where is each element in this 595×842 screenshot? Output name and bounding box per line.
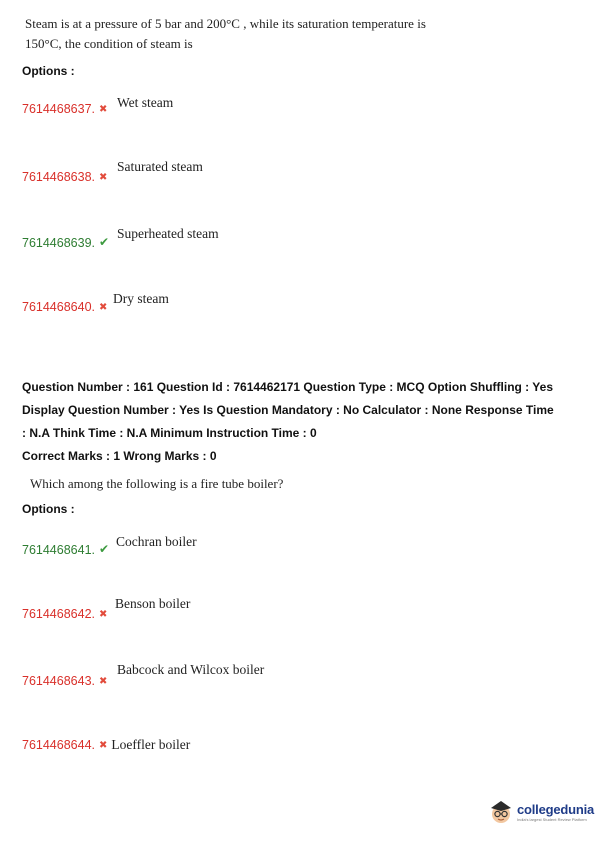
- option-id: [22, 674, 107, 688]
- option-id-text: 7614468643.: [22, 674, 95, 688]
- logo-name: collegedunia: [517, 802, 595, 817]
- option-id-text: 7614468642.: [22, 607, 95, 621]
- option-id-text: 7614468639.: [22, 236, 95, 250]
- metadata-line-3: : N.A Think Time : N.A Minimum Instruction Time : 0: [22, 426, 317, 440]
- options-label: Options :: [22, 64, 75, 78]
- cross-icon: ✖: [99, 104, 108, 115]
- checkmark-icon: ✔: [99, 542, 110, 556]
- cross-icon: ✖: [99, 676, 108, 687]
- option-text: Wet steam: [117, 95, 174, 110]
- option-id: [22, 300, 107, 314]
- option-id-text: 7614468644.: [22, 738, 95, 752]
- question-text: Which among the following is a fire tube boiler?: [30, 476, 284, 491]
- option-id-text: 7614468638.: [22, 170, 95, 184]
- question-text: [25, 14, 426, 54]
- cross-icon: ✖: [99, 609, 108, 620]
- question-metadata: [22, 376, 582, 468]
- collegedunia-logo: [488, 797, 594, 827]
- option-id-text: 7614468640.: [22, 300, 95, 314]
- option-text: Benson boiler: [115, 596, 191, 611]
- checkmark-icon: ✔: [99, 235, 110, 249]
- option-id: [22, 607, 107, 621]
- option-id-text: 7614468641.: [22, 543, 95, 557]
- metadata-line-1: Question Number : 161 Question Id : 7614462171 Question Type : MCQ Option Shuffling : Yes: [22, 380, 553, 394]
- option-text: Superheated steam: [117, 226, 219, 241]
- option-text: Cochran boiler: [116, 534, 197, 549]
- option-id: [22, 542, 109, 557]
- logo-tagline: India's largest Student Review Platform: [517, 817, 587, 822]
- option-id-text: 7614468637.: [22, 102, 95, 116]
- metadata-line-2: Display Question Number : Yes Is Question Mandatory : No Calculator : None Response Time: [22, 403, 554, 417]
- options-label: Options :: [22, 502, 75, 516]
- option-text: Loeffler boiler: [111, 737, 191, 752]
- marks-line: Correct Marks : 1 Wrong Marks : 0: [22, 449, 217, 463]
- question-text-line-1: Steam is at a pressure of 5 bar and 200°C , while its saturation temperature is: [25, 16, 426, 31]
- mascot-icon: [488, 797, 514, 827]
- option-id: [22, 235, 109, 250]
- question-text-line-2: 150°C, the condition of steam is: [25, 36, 193, 51]
- option-id: [22, 737, 190, 753]
- option-id: [22, 102, 107, 116]
- cross-icon: ✖: [99, 740, 108, 751]
- option-text: Dry steam: [113, 291, 169, 306]
- cross-icon: ✖: [99, 302, 108, 313]
- option-id: [22, 170, 107, 184]
- option-text: Saturated steam: [117, 159, 203, 174]
- cross-icon: ✖: [99, 172, 108, 183]
- option-text: Babcock and Wilcox boiler: [117, 662, 265, 677]
